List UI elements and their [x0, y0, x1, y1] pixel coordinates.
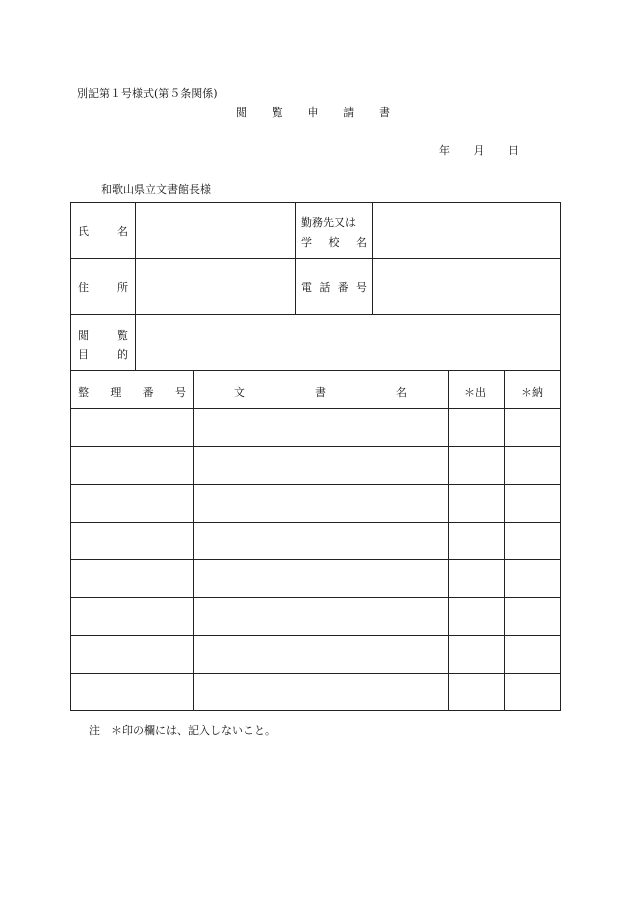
- cell-document-name[interactable]: [194, 674, 448, 710]
- label-char: 氏: [78, 225, 89, 238]
- workplace-label-line1: 勤務先又は: [301, 216, 356, 229]
- workplace-label-line2: [301, 234, 367, 250]
- cell-document-name[interactable]: [194, 447, 448, 484]
- label-char: 住: [78, 281, 89, 294]
- date-year: 年: [439, 144, 450, 157]
- cell-number[interactable]: [71, 409, 193, 446]
- grid-line: [70, 710, 561, 711]
- cell-number[interactable]: [71, 447, 193, 484]
- label-char: 番: [337, 281, 349, 294]
- label-char: 整: [78, 386, 89, 399]
- name-field[interactable]: [136, 203, 295, 258]
- label-char: 校: [328, 236, 340, 249]
- cell-document-name[interactable]: [194, 598, 448, 635]
- label-char: 名: [117, 225, 128, 238]
- date-line: [439, 142, 519, 158]
- title-char: 申: [307, 106, 319, 119]
- col-header-number: [78, 384, 186, 400]
- purpose-label: [78, 327, 128, 362]
- label-char: 名: [356, 236, 367, 249]
- cell-out[interactable]: [449, 485, 504, 522]
- cell-number[interactable]: [71, 674, 193, 710]
- label-char: 学: [301, 236, 312, 249]
- label-char: 号: [355, 281, 367, 294]
- label-char: 名: [396, 386, 407, 399]
- note: 注 ＊印の欄には、記入しないこと。: [89, 724, 276, 737]
- address-label: [78, 279, 128, 295]
- grid-line: [70, 202, 71, 370]
- cell-number[interactable]: [71, 636, 193, 673]
- cell-return[interactable]: [505, 523, 560, 559]
- workplace-field[interactable]: [373, 203, 560, 258]
- cell-return[interactable]: [505, 409, 560, 446]
- name-label: [78, 223, 128, 239]
- cell-out[interactable]: [449, 636, 504, 673]
- form-title: [236, 104, 390, 120]
- title-char: 書: [379, 106, 390, 119]
- label-char: 所: [117, 281, 128, 294]
- col-header-out: ＊出: [464, 386, 486, 399]
- title-char: 閲: [236, 106, 247, 119]
- form-number: 別記第１号様式(第５条関係): [77, 87, 218, 100]
- title-char: 覧: [271, 106, 283, 119]
- grid-line: [70, 370, 561, 371]
- label-char: 閲: [78, 329, 89, 342]
- purpose-label-line2: [78, 346, 128, 362]
- cell-number[interactable]: [71, 560, 193, 597]
- purpose-label-line1: [78, 327, 128, 343]
- label-char: 書: [315, 386, 326, 399]
- cell-out[interactable]: [449, 598, 504, 635]
- cell-out[interactable]: [449, 674, 504, 710]
- cell-out[interactable]: [449, 409, 504, 446]
- label-char: 文: [234, 386, 245, 399]
- cell-number[interactable]: [71, 598, 193, 635]
- workplace-label: [301, 214, 367, 250]
- address-field[interactable]: [136, 259, 295, 314]
- purpose-field[interactable]: [136, 315, 560, 370]
- cell-out[interactable]: [449, 523, 504, 559]
- label-char: 的: [117, 348, 128, 361]
- date-day: 日: [508, 144, 519, 157]
- cell-return[interactable]: [505, 674, 560, 710]
- cell-return[interactable]: [505, 485, 560, 522]
- label-char: 電: [301, 281, 312, 294]
- cell-document-name[interactable]: [194, 409, 448, 446]
- phone-label: [301, 279, 367, 295]
- cell-number[interactable]: [71, 485, 193, 522]
- label-char: 号: [174, 386, 186, 399]
- grid-line: [560, 202, 561, 370]
- cell-document-name[interactable]: [194, 636, 448, 673]
- cell-number[interactable]: [71, 523, 193, 559]
- label-char: 目: [78, 348, 89, 361]
- label-char: 理: [110, 386, 122, 399]
- grid-line: [560, 370, 561, 711]
- cell-out[interactable]: [449, 447, 504, 484]
- addressee: 和歌山県立文書館長様: [101, 183, 211, 196]
- cell-out[interactable]: [449, 560, 504, 597]
- cell-return[interactable]: [505, 447, 560, 484]
- cell-return[interactable]: [505, 560, 560, 597]
- cell-document-name[interactable]: [194, 523, 448, 559]
- label-char: 番: [142, 386, 154, 399]
- grid-line: [295, 202, 296, 314]
- col-header-return: ＊納: [521, 386, 543, 399]
- label-char: 話: [319, 281, 331, 294]
- cell-document-name[interactable]: [194, 560, 448, 597]
- cell-document-name[interactable]: [194, 485, 448, 522]
- cell-return[interactable]: [505, 598, 560, 635]
- phone-field[interactable]: [373, 259, 560, 314]
- title-char: 請: [343, 106, 355, 119]
- label-char: 覧: [117, 329, 128, 342]
- date-month: 月: [473, 144, 485, 157]
- cell-return[interactable]: [505, 636, 560, 673]
- col-header-document-name: [234, 384, 407, 400]
